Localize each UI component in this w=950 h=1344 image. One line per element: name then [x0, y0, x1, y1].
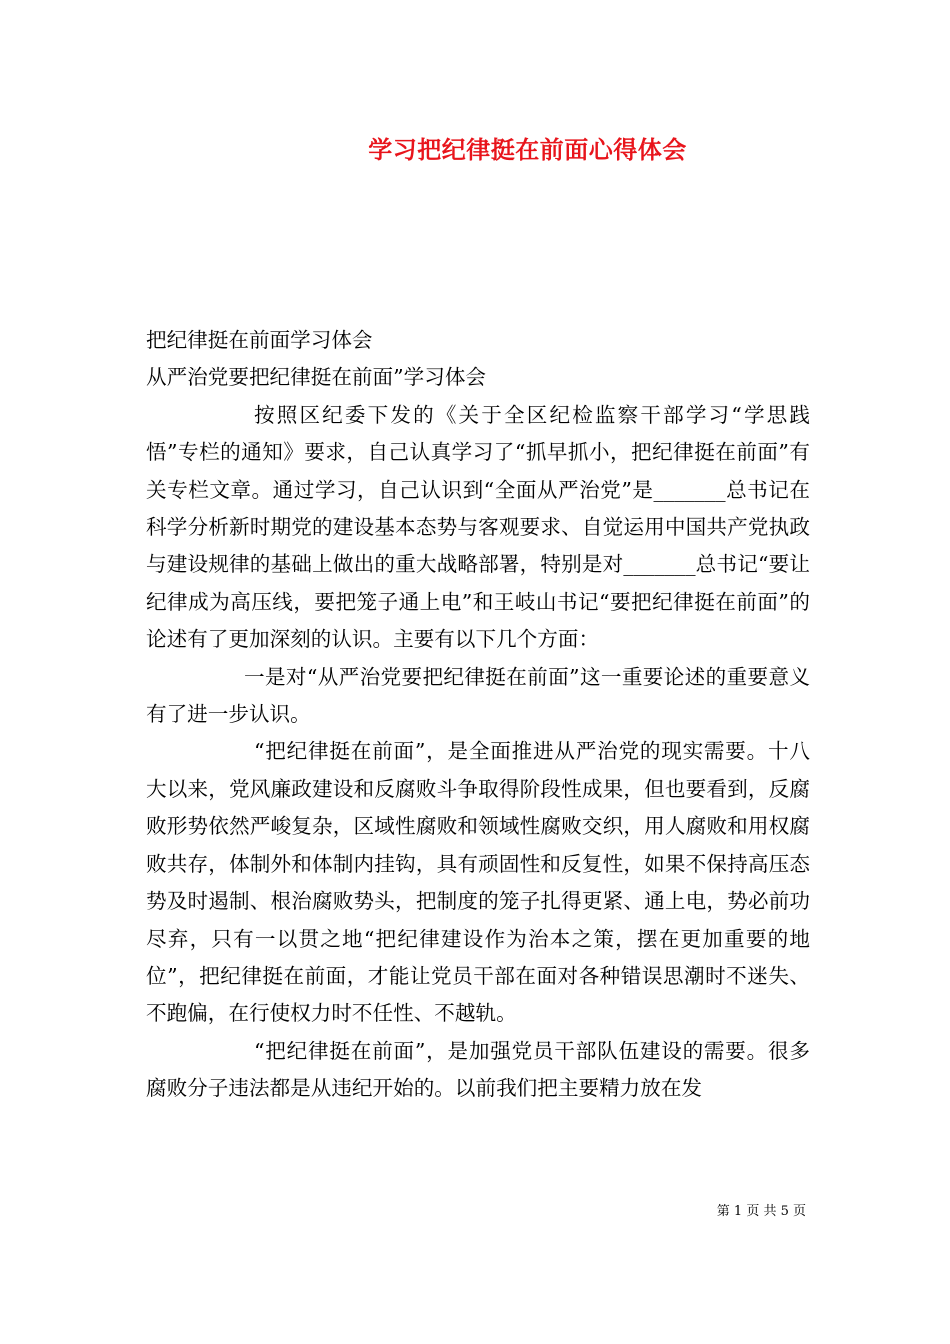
page-number: 第 1 页 共 5 页 [716, 1204, 806, 1219]
body-paragraph: “把纪律挺在前面”，是全面推进从严治党的现实需要。十八大以来，党风廉政建设和反腐败斗争取得阶段性成果，但也要看到，反腐败形势依然严峻复杂，区域性腐败和领域性腐败交织，用人腐败和用权腐败共存，体制外和体制内挂钩，具有顽固性和反复性，如果不保持高压态势及时遏制、根治腐败势头，把制度的笼子扎得更紧、通上电，势必前功尽弃，只有一以贯之地“把纪律建设作为治本之策，摆在更加重要的地位”，把纪律挺在前面，才能让党员干部在面对各种错误思潮时不迷失、不跑偏，在行使权力时不任性、不越轨。 [146, 739, 810, 1026]
document-body [146, 322, 810, 1108]
document-title: 学习把纪律挺在前面心得体会 [368, 135, 687, 164]
body-paragraph: 按照区纪委下发的《关于全区纪检监察干部学习“学思践悟”专栏的通知》要求，自己认真学习了“抓早抓小，把纪律挺在前面”有关专栏文章。通过学习，自己认识到“全面从严治党”是_______总书记在科学分析新时期党的建设基本态势与客观要求、自觉运用中国共产党执政与建设规律的基础上做出的重大战略部署，特别是对_______总书记“要让纪律成为高压线，要把笼子通上电”和王岐山书记“要把纪律挺在前面”的论述有了更加深刻的认识。主要有以下几个方面： [146, 402, 810, 652]
subtitle-1: 把纪律挺在前面学习体会 [146, 328, 373, 352]
body-paragraph: “把纪律挺在前面”，是加强党员干部队伍建设的需要。很多腐败分子违法都是从违纪开始的。以前我们把主要精力放在发 [146, 1038, 810, 1101]
body-paragraph: 一是对“从严治党要把纪律挺在前面”这一重要论述的重要意义有了进一步认识。 [146, 664, 810, 727]
subtitle-2: 从严治党要把纪律挺在前面”学习体会 [146, 365, 487, 390]
